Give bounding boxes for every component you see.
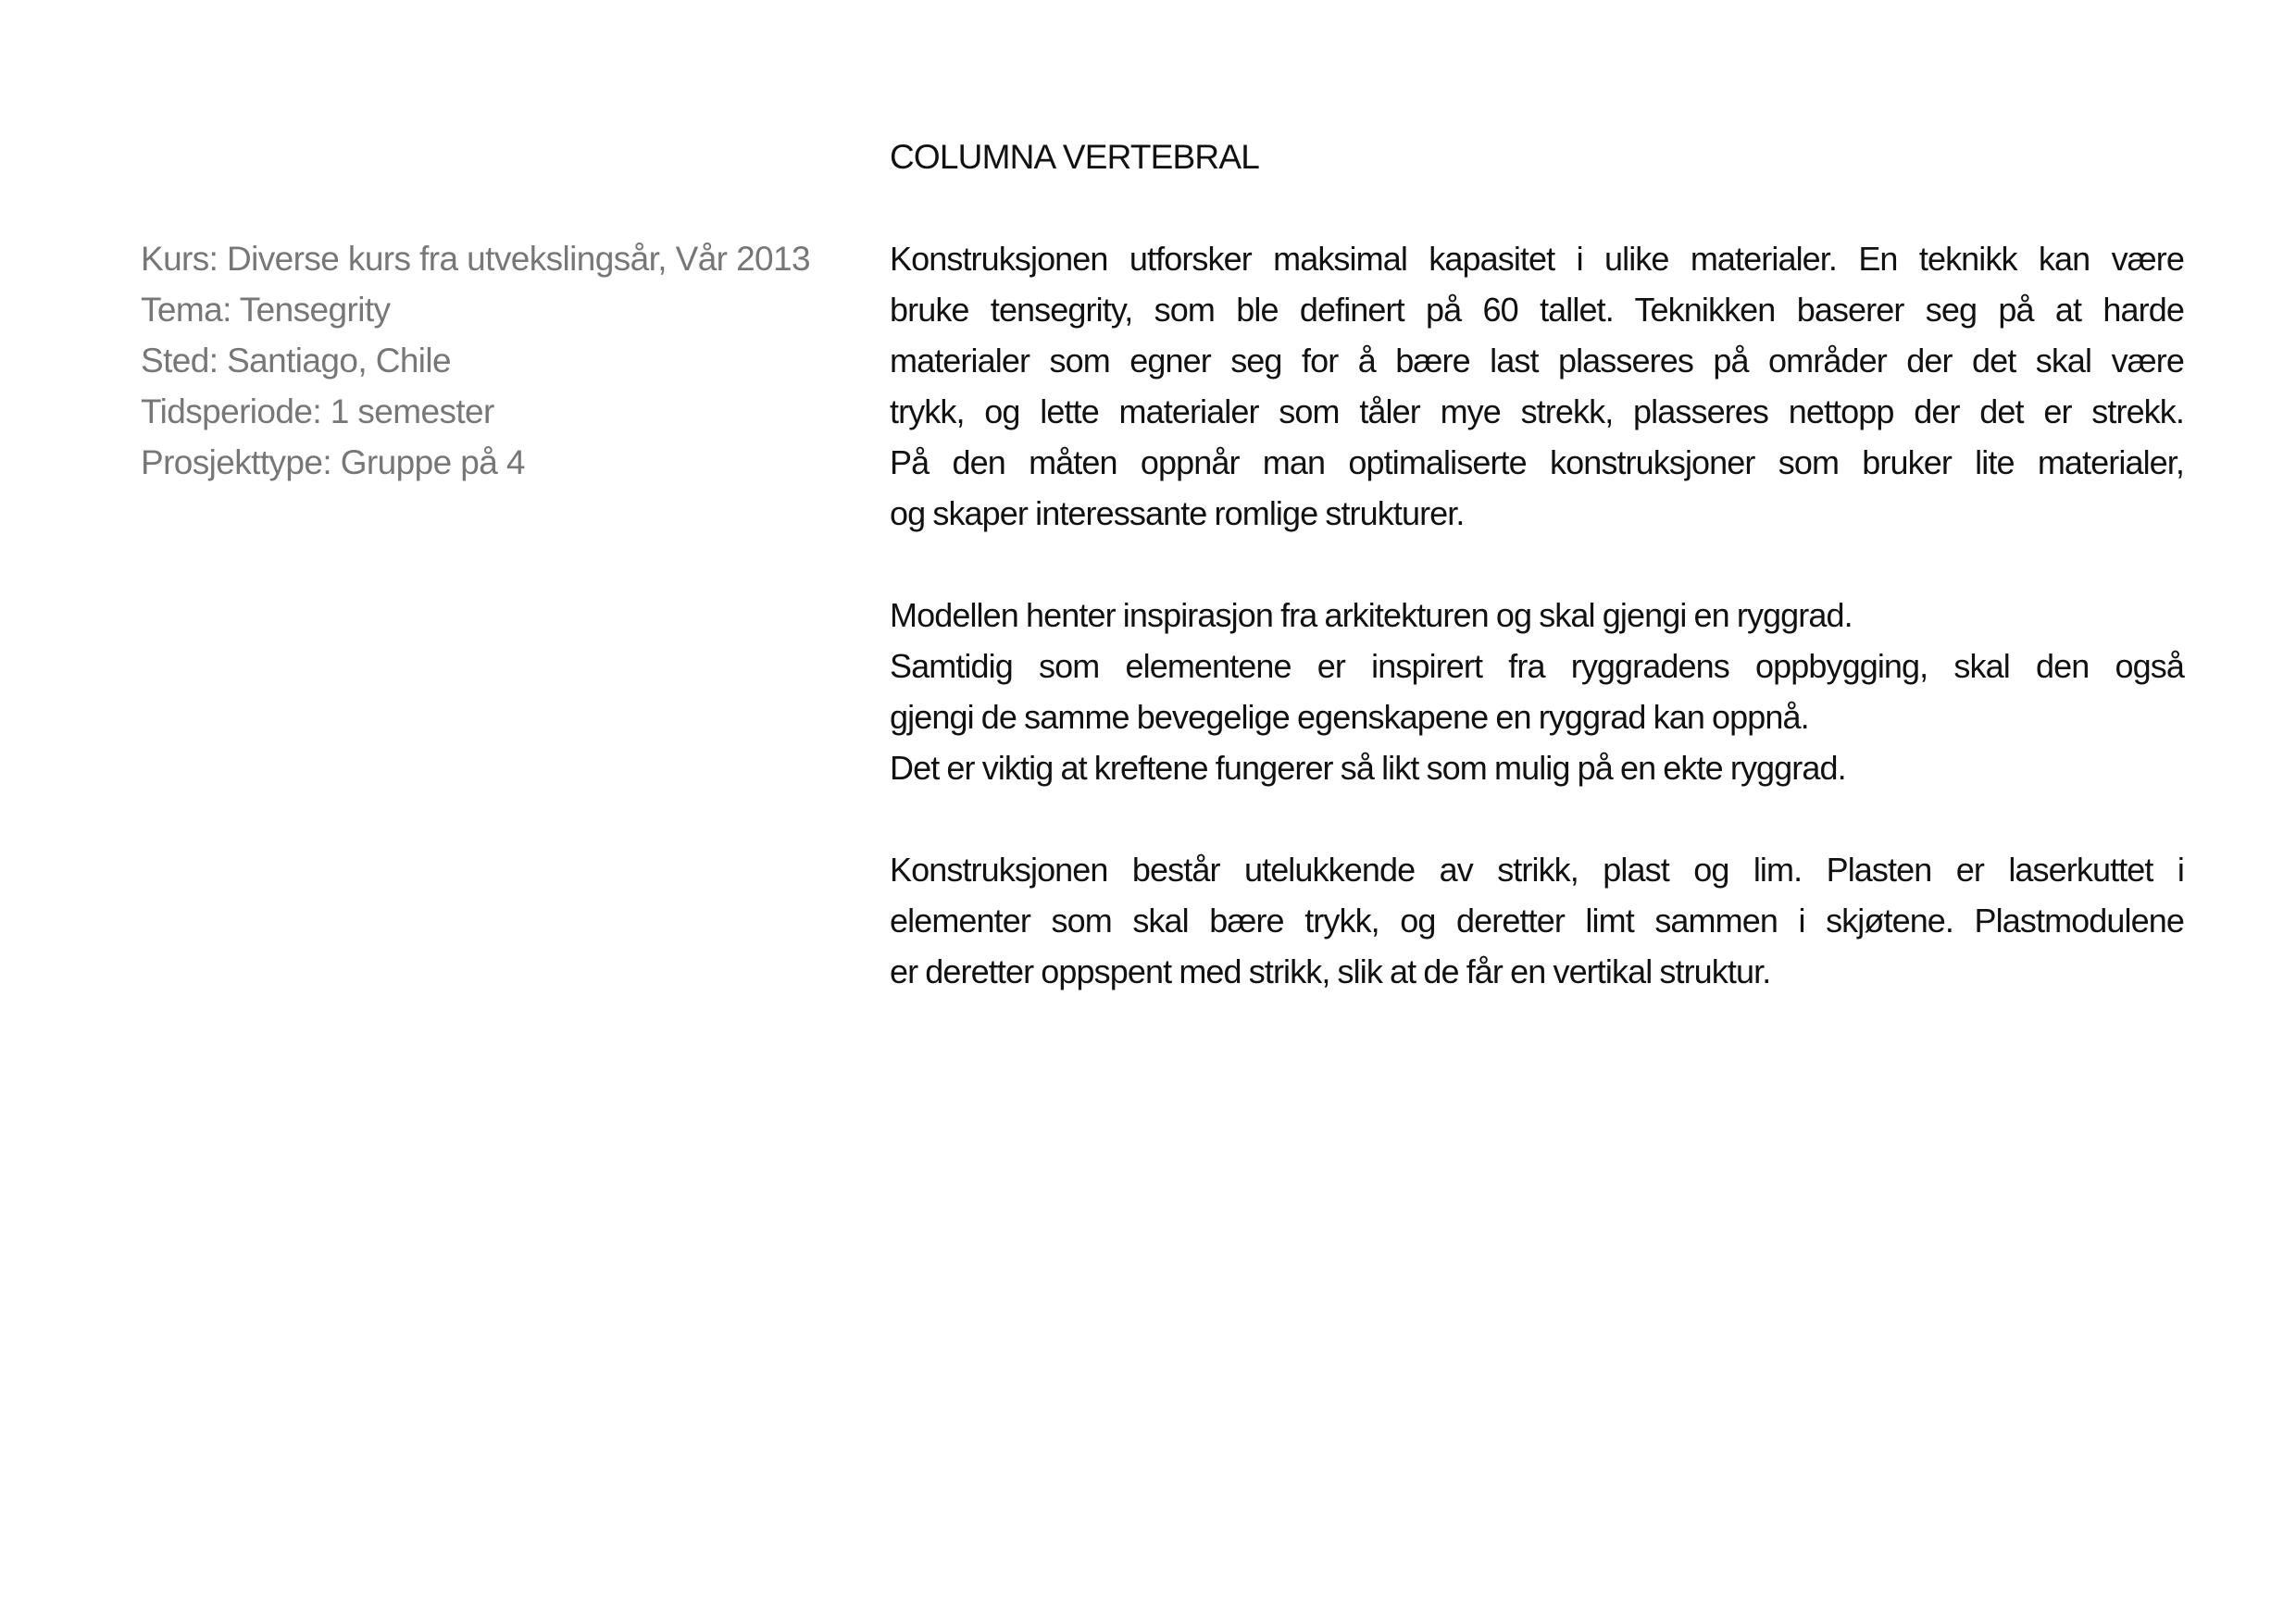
meta-location: Sted: Santiago, Chile — [141, 342, 452, 380]
meta-theme: Tema: Tensegrity — [141, 291, 391, 329]
project-description — [890, 233, 2184, 1048]
text-line: gjengi de samme bevegelige egenskapene en ryggrad kan oppnå. — [890, 698, 1809, 736]
text-line: Konstruksjonen utforsker maksimal kapasitet i ulike materialer. En teknikk kan være — [890, 240, 2184, 278]
text-line: er deretter oppspent med strikk, slik at de får en vertikal struktur. — [890, 952, 1771, 990]
text-line: Modellen henter inspirasjon fra arkitekturen og skal gjengi en ryggrad. — [890, 596, 1853, 634]
text-line: og skaper interessante romlige strukturer. — [890, 494, 1465, 532]
paragraph-materials — [890, 844, 2184, 997]
text-line: bruke tensegrity, som ble definert på 60 tallet. Teknikken baserer seg på at harde — [890, 291, 2184, 329]
text-line: trykk, og lette materialer som tåler mye strekk, plasseres nettopp der det er strekk. — [890, 392, 2184, 430]
project-meta — [141, 233, 844, 488]
text-line: Det er viktig at kreftene fungerer så likt som mulig på en ekte ryggrad. — [890, 749, 1846, 787]
meta-course: Kurs: Diverse kurs fra utvekslingsår, Vår 2013 — [141, 240, 810, 278]
text-line: På den måten oppnår man optimaliserte konstruksjoner som bruker lite materialer, — [890, 443, 2184, 481]
meta-period: Tidsperiode: 1 semester — [141, 392, 494, 430]
meta-project-type: Prosjekttype: Gruppe på 4 — [141, 443, 525, 481]
project-title: COLUMNA VERTEBRAL — [890, 138, 1260, 176]
text-line: Samtidig som elementene er inspirert fra ryggradens oppbygging, skal den også — [890, 647, 2184, 685]
text-line: Konstruksjonen består utelukkende av strikk, plast og lim. Plasten er laserkuttet i — [890, 851, 2184, 889]
paragraph-inspiration — [890, 590, 2184, 793]
paragraph-concept — [890, 233, 2184, 539]
text-line: elementer som skal bære trykk, og deretter limt sammen i skjøtene. Plastmodulene — [890, 902, 2184, 940]
text-line: materialer som egner seg for å bære last plasseres på områder der det skal være — [890, 342, 2184, 380]
